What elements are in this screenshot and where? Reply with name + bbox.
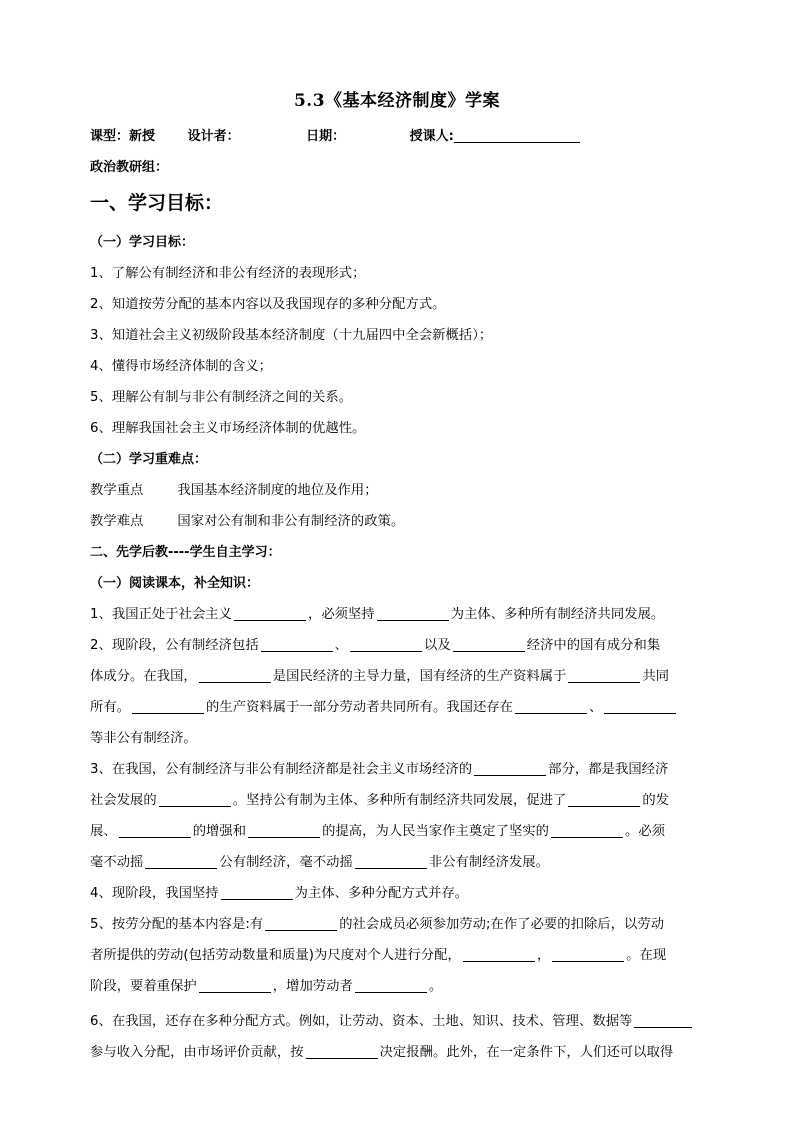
fill-blank[interactable] (119, 822, 191, 838)
question-3-line-4 (90, 851, 702, 870)
goal-4: 4、懂得市场经济体制的含义； (90, 359, 273, 374)
fill-blank[interactable] (350, 636, 422, 652)
fill-blank[interactable] (463, 946, 535, 962)
goal-3: 3、知道社会主义初级阶段基本经济制度（十九届四中全会新概括）； (90, 328, 493, 343)
fill-blank[interactable] (265, 915, 337, 931)
q1-text-b: ，必须坚持 (307, 607, 375, 622)
q2-text-e: 体成分。在我国， (90, 669, 197, 684)
subheading-key-points: （二）学习重难点： (90, 452, 208, 467)
question-2-line-2 (90, 665, 702, 684)
q2-text-g: 共同 (642, 669, 670, 684)
question-2-line-1 (90, 634, 702, 653)
teacher-blank[interactable] (454, 128, 580, 143)
question-5-line-1 (90, 913, 702, 932)
q3-text-a: 3、在我国，公有制经济与非公有制经济都是社会主义市场经济的 (90, 762, 473, 777)
key-point-row (90, 479, 702, 498)
question-3-line-2 (90, 789, 702, 808)
fill-blank[interactable] (159, 791, 231, 807)
fill-blank[interactable] (453, 636, 525, 652)
group-label: 政治教研组： (90, 160, 169, 175)
subheading-reading: （一）阅读课本，补全知识： (90, 576, 260, 591)
q5-text-f: 阶段，要着重保护 (90, 979, 197, 994)
q3-text-f: 展、 (90, 824, 117, 839)
question-4 (90, 882, 702, 901)
subheading-goals: （一）学习目标： (90, 235, 195, 250)
fill-blank[interactable] (132, 698, 204, 714)
meta-row (90, 125, 702, 144)
q2-text-a: 2、现阶段，公有制经济包括 (90, 638, 259, 653)
fill-blank[interactable] (568, 791, 640, 807)
q2-text-i: 的生产资料属于一部分劳动者共同所有。我国还存在 (206, 700, 514, 715)
section-heading-2: 二、先学后教----学生自主学习： (90, 545, 281, 560)
key-text: 我国基本经济制度的地位及作用； (177, 483, 378, 498)
q1-text-c: 为主体、多种所有制经济共同发展。 (450, 607, 665, 622)
fill-blank[interactable] (306, 1043, 378, 1059)
q3-text-i: 。必须 (625, 824, 666, 839)
q3-text-b: 部分，都是我国经济 (548, 762, 669, 777)
goal-6: 6、理解我国社会主义市场经济体制的优越性。 (90, 421, 366, 436)
difficulty-label: 教学难点 (90, 514, 144, 529)
fill-blank[interactable] (551, 822, 623, 838)
question-5-line-3 (90, 975, 702, 994)
q2-text-f: 是国民经济的主导力量，国有经济的生产资料属于 (272, 669, 567, 684)
type-label: 课型： (90, 129, 130, 144)
question-6-line-1 (90, 1010, 702, 1029)
type-value: 新授 (129, 129, 156, 144)
q2-text-b: 、 (334, 638, 349, 653)
fill-blank[interactable] (474, 760, 546, 776)
q3-text-k: 公有制经济，毫不动摇 (219, 855, 353, 870)
fill-blank[interactable] (552, 946, 624, 962)
q2-text-h: 所有。 (90, 700, 131, 715)
fill-blank[interactable] (355, 977, 427, 993)
goal-5: 5、理解公有制与非公有制经济之间的关系。 (90, 390, 353, 405)
q5-text-a: 5、按劳分配的基本内容是:有 (90, 917, 264, 932)
question-1 (90, 603, 702, 622)
q5-text-c: 者所提供的劳动(包括劳动数量和质量)为尺度对个人进行分配， (90, 948, 461, 963)
question-2-line-4: 等非公有制经济。 (90, 731, 197, 746)
designer-label: 设计者： (187, 129, 240, 144)
fill-blank[interactable] (221, 884, 293, 900)
q3-text-d: 。坚持公有制为主体、多种所有制经济共同发展，促进了 (232, 793, 567, 808)
q4-text-a: 4、现阶段，我国坚持 (90, 886, 219, 901)
q5-text-h: 。 (428, 979, 443, 994)
key-label: 教学重点 (90, 483, 144, 498)
q5-text-b: 的社会成员必须参加劳动;在作了必要的扣除后，以劳动 (339, 917, 665, 932)
fill-blank[interactable] (377, 605, 449, 621)
q3-text-g: 的增强和 (192, 824, 247, 839)
q2-text-j: 、 (589, 700, 603, 715)
question-3-line-1 (90, 758, 702, 777)
date-label: 日期： (306, 129, 346, 144)
q2-text-c: 以及 (424, 638, 451, 653)
difficulty-row (90, 510, 702, 529)
question-3-line-3 (90, 820, 702, 839)
fill-blank[interactable] (199, 667, 271, 683)
q2-text-d: 经济中的国有成分和集 (526, 638, 661, 653)
fill-blank[interactable] (248, 822, 320, 838)
fill-blank[interactable] (234, 605, 306, 621)
q1-text-a: 1、我国正处于社会主义 (90, 607, 232, 622)
section-heading-1: 一、学习目标： (90, 192, 224, 214)
q3-text-j: 毫不动摇 (90, 855, 144, 870)
q3-text-h: 的提高，为人民当家作主奠定了坚实的 (322, 824, 549, 839)
fill-blank[interactable] (261, 636, 333, 652)
q3-text-c: 社会发展的 (90, 793, 157, 808)
fill-blank[interactable] (604, 698, 676, 714)
question-2-line-3 (90, 696, 702, 715)
fill-blank[interactable] (568, 667, 640, 683)
q6-text-b: 参与收入分配，由市场评价贡献，按 (90, 1045, 304, 1060)
fill-blank[interactable] (355, 853, 427, 869)
q5-text-e: 。在现 (626, 948, 667, 963)
goal-2: 2、知道按劳分配的基本内容以及我国现存的多种分配方式。 (90, 297, 446, 312)
fill-blank[interactable] (634, 1012, 692, 1028)
q3-text-e: 的发 (642, 793, 670, 808)
q5-text-d: ， (536, 948, 551, 963)
q6-text-a: 6、在我国，还存在多种分配方式。例如，让劳动、资本、土地、知识、技术、管理、数据等 (90, 1014, 633, 1029)
fill-blank[interactable] (145, 853, 217, 869)
question-5-line-2 (90, 944, 702, 963)
q4-text-b: 为主体、多种分配方式并存。 (294, 886, 469, 901)
page-title: 5.3《基本经济制度》学案 (293, 91, 501, 111)
fill-blank[interactable] (199, 977, 271, 993)
goal-1: 1、了解公有制经济和非公有经济的表现形式； (90, 266, 366, 281)
q6-text-c: 决定报酬。此外，在一定条件下，人们还可以取得 (379, 1045, 674, 1060)
question-6-line-2 (90, 1041, 702, 1060)
difficulty-text: 国家对公有制和非公有制经济的政策。 (177, 514, 405, 529)
q3-text-l: 非公有制经济发展。 (428, 855, 549, 870)
q5-text-g: ，增加劳动者 (272, 979, 353, 994)
fill-blank[interactable] (515, 698, 587, 714)
teacher-label: 授课人: (409, 129, 454, 144)
